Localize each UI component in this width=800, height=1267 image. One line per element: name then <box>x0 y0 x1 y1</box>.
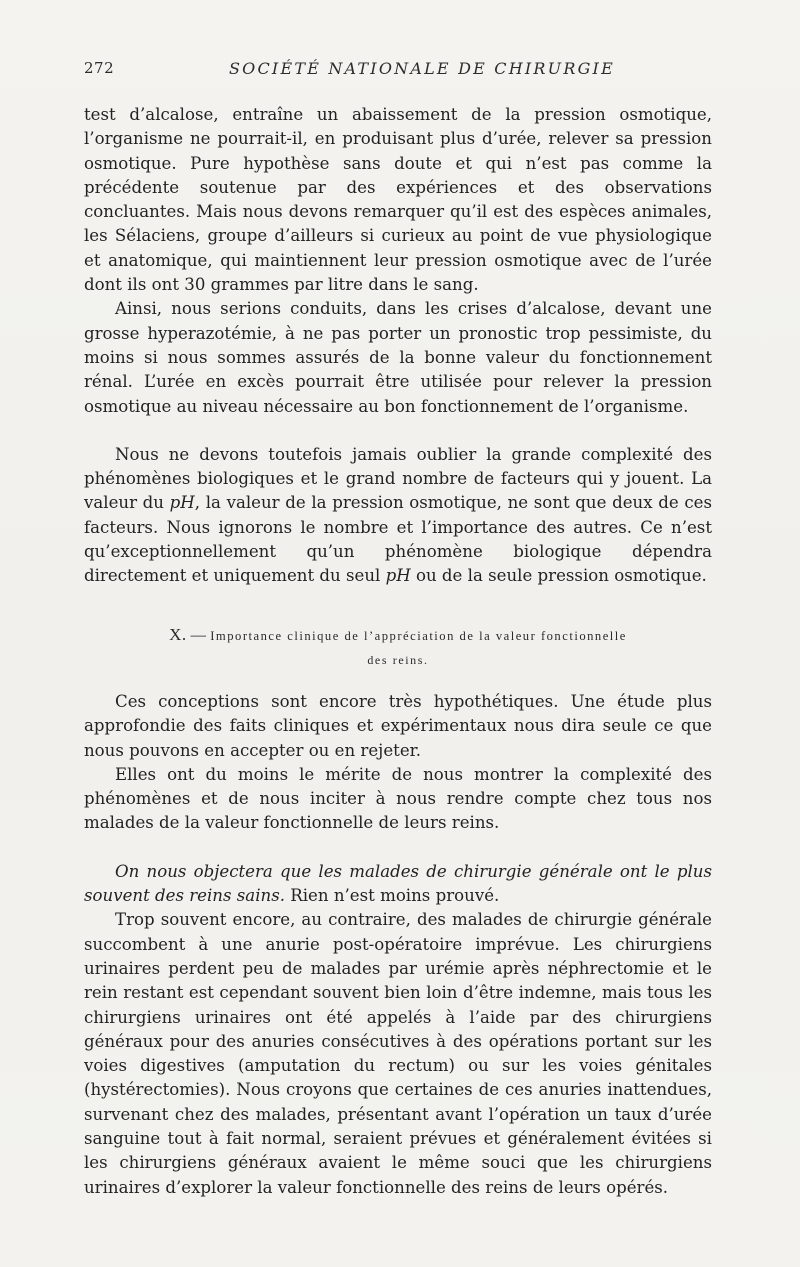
paragraph: Trop souvent encore, au contraire, des malades de chirurgie générale succombent à une anurie post-opératoire imprévue. Les chirurgiens urinaires perdent peu de malades par urémie après néphrectomie et le rein restant est cependant souvent bien loin d’être indemne, mais tous les chirurgiens urinaires ont été appelés à l’aide par des chirurgiens généraux pour des anuries consécutives à des opérations portant sur les voies digestives (amputation du rectum) ou sur les voies génitales (hystérectomies). Nous croyons que certaines de ces anuries inattendues, survenant chez des malades, présentant avant l’opération un taux d’urée sanguine tout à fait normal, seraient prévues et généralement évitées si les chirurgiens généraux avaient le même souci que les chirurgiens urinaires d’explorer la valeur fonctionnelle des reins de leurs opérés. <box>84 910 712 1197</box>
journal-title: SOCIÉTÉ NATIONALE DE CHIRURGIE <box>229 59 615 78</box>
section-heading-line2: des reins. <box>367 653 429 667</box>
text-run: Nous ne devons toutefois jamais oublier la grande complexité des phénomènes biologiques et le grand nombre de facteurs qui y jouent. La valeur du <box>84 444 712 513</box>
italic-statement: On nous objectera que les malades de chirurgie générale ont le plus souvent des reins sains. <box>84 861 712 906</box>
ph-term: pH <box>385 566 411 586</box>
section-heading <box>84 623 712 672</box>
text-run: ou de la seule pression osmotique. <box>410 566 707 586</box>
section-dash: — <box>190 627 207 644</box>
running-head <box>84 59 708 83</box>
paragraph <box>84 443 712 589</box>
paragraph: Ces conceptions sont encore très hypothétiques. Une étude plus approfondie des faits cliniques et expérimentaux nous dira seule ce que nous pouvons en accepter ou en rejeter. <box>84 692 712 760</box>
section-number: X. <box>169 625 187 644</box>
text-run: , la valeur de la pression osmotique, ne sont que deux de ces facteurs. Nous ignorons le nombre et l’importance des autres. Ce n’est qu’exceptionnellement qu’un phénomène biologique dépendra directement et uniquement du seul <box>84 493 712 586</box>
paragraph <box>84 860 712 909</box>
paragraph: test d’alcalose, entraîne un abaissement de la pression osmotique, l’organisme ne pourrait-il, en produisant plus d’urée, relever sa pression osmotique. Pure hypothèse sans doute et qui n’est pas comme la précédente soutenue par des expériences et des observations concluantes. Mais nous devons remarquer qu’il est des espèces animales, les Sélaciens, groupe d’ailleurs si curieux au point de vue physiologique et anatomique, qui maintiennent leur pression osmotique avec de l’urée dont ils ont 30 grammes par litre dans le sang. <box>84 105 712 295</box>
text-block-bottom <box>84 690 712 1200</box>
section-title-text: Importance clinique de l’appréciation de la valeur fonctionnelle <box>210 629 627 643</box>
paragraph: Ainsi, nous serions conduits, dans les crises d’alcalose, devant une grosse hyperazotémie, à ne pas porter un pronostic trop pessimiste, du moins si nous sommes assurés de la bonne valeur du fonctionnement rénal. L’urée en excès pourrait être utilisée pour relever la pression osmotique au niveau nécessaire au bon fonctionnement de l’organisme. <box>84 299 712 416</box>
section-heading-line1 <box>84 623 712 648</box>
text-block-top <box>84 103 712 589</box>
text-run: Rien n’est moins prouvé. <box>284 886 500 906</box>
ph-term: pH <box>169 493 195 513</box>
paragraph: Elles ont du moins le mérite de nous montrer la complexité des phénomènes et de nous inciter à nous rendre compte chez tous nos malades de la valeur fonctionnelle de leurs reins. <box>84 764 712 833</box>
page-number: 272 <box>84 59 115 77</box>
